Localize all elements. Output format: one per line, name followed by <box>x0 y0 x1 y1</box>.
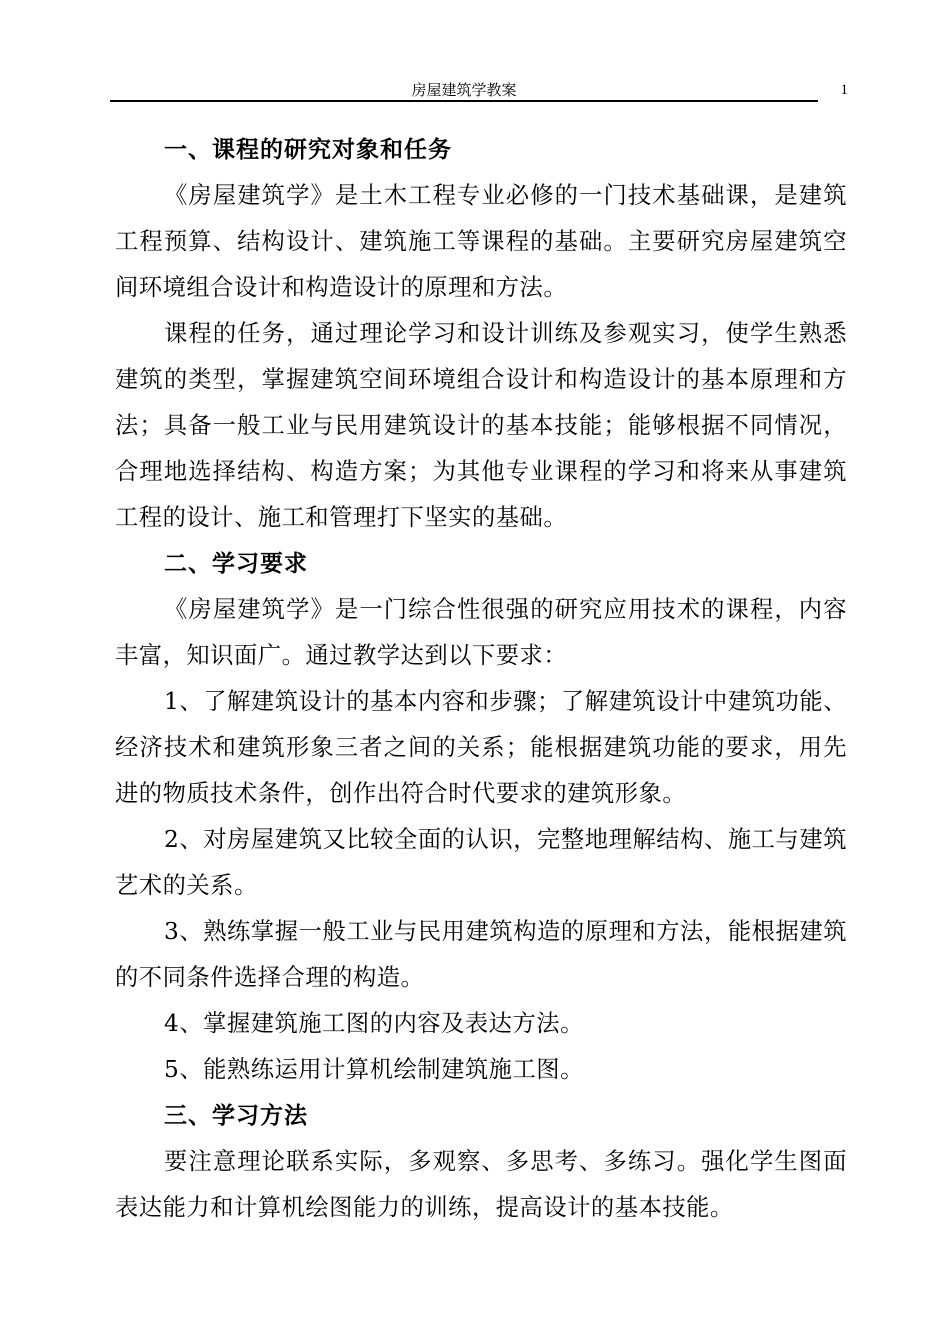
list-item: 5、能熟练运用计算机绘制建筑施工图。 <box>164 1056 584 1083</box>
page-number: 1 <box>840 82 848 98</box>
paragraph: 课程的任务，通过理论学习和设计训练及参观实习，使学生熟悉建筑的类型，掌握建筑空间环境组合设计和构造设计的基本原理和方法；具备一般工业与民用建筑设计的基本技能；能够根据不同情况，合理地选择结构、构造方案；为其他专业课程的学习和将来从事建筑工程的设计、施工和管理打下坚实的基础。 <box>115 320 847 531</box>
paragraph: 《房屋建筑学》是一门综合性很强的研究应用技术的课程，内容丰富，知识面广。通过教学达到以下要求： <box>115 596 847 669</box>
header-title: 房屋建筑学教案 <box>411 81 517 99</box>
list-item: 3、熟练掌握一般工业与民用建筑构造的原理和方法，能根据建筑的不同条件选择合理的构造。 <box>115 918 847 991</box>
list-item: 1、了解建筑设计的基本内容和步骤；了解建筑设计中建筑功能、经济技术和建筑形象三者之间的关系；能根据建筑功能的要求，用先进的物质技术条件，创作出符合时代要求的建筑形象。 <box>115 688 847 807</box>
section-heading: 一、课程的研究对象和任务 <box>164 137 452 163</box>
list-item: 2、对房屋建筑又比较全面的认识，完整地理解结构、施工与建筑艺术的关系。 <box>115 826 847 899</box>
section-heading: 二、学习要求 <box>164 551 308 577</box>
page-header <box>110 78 850 104</box>
paragraph: 《房屋建筑学》是土木工程专业必修的一门技术基础课，是建筑工程预算、结构设计、建筑施工等课程的基础。主要研究房屋建筑空间环境组合设计和构造设计的原理和方法。 <box>115 182 847 301</box>
list-item: 4、掌握建筑施工图的内容及表达方法。 <box>164 1010 584 1037</box>
header-rule <box>110 100 818 102</box>
document-body <box>115 127 847 1231</box>
section-heading: 三、学习方法 <box>164 1103 308 1129</box>
paragraph: 要注意理论联系实际，多观察、多思考、多练习。强化学生图面表达能力和计算机绘图能力的训练，提高设计的基本技能。 <box>115 1148 847 1221</box>
